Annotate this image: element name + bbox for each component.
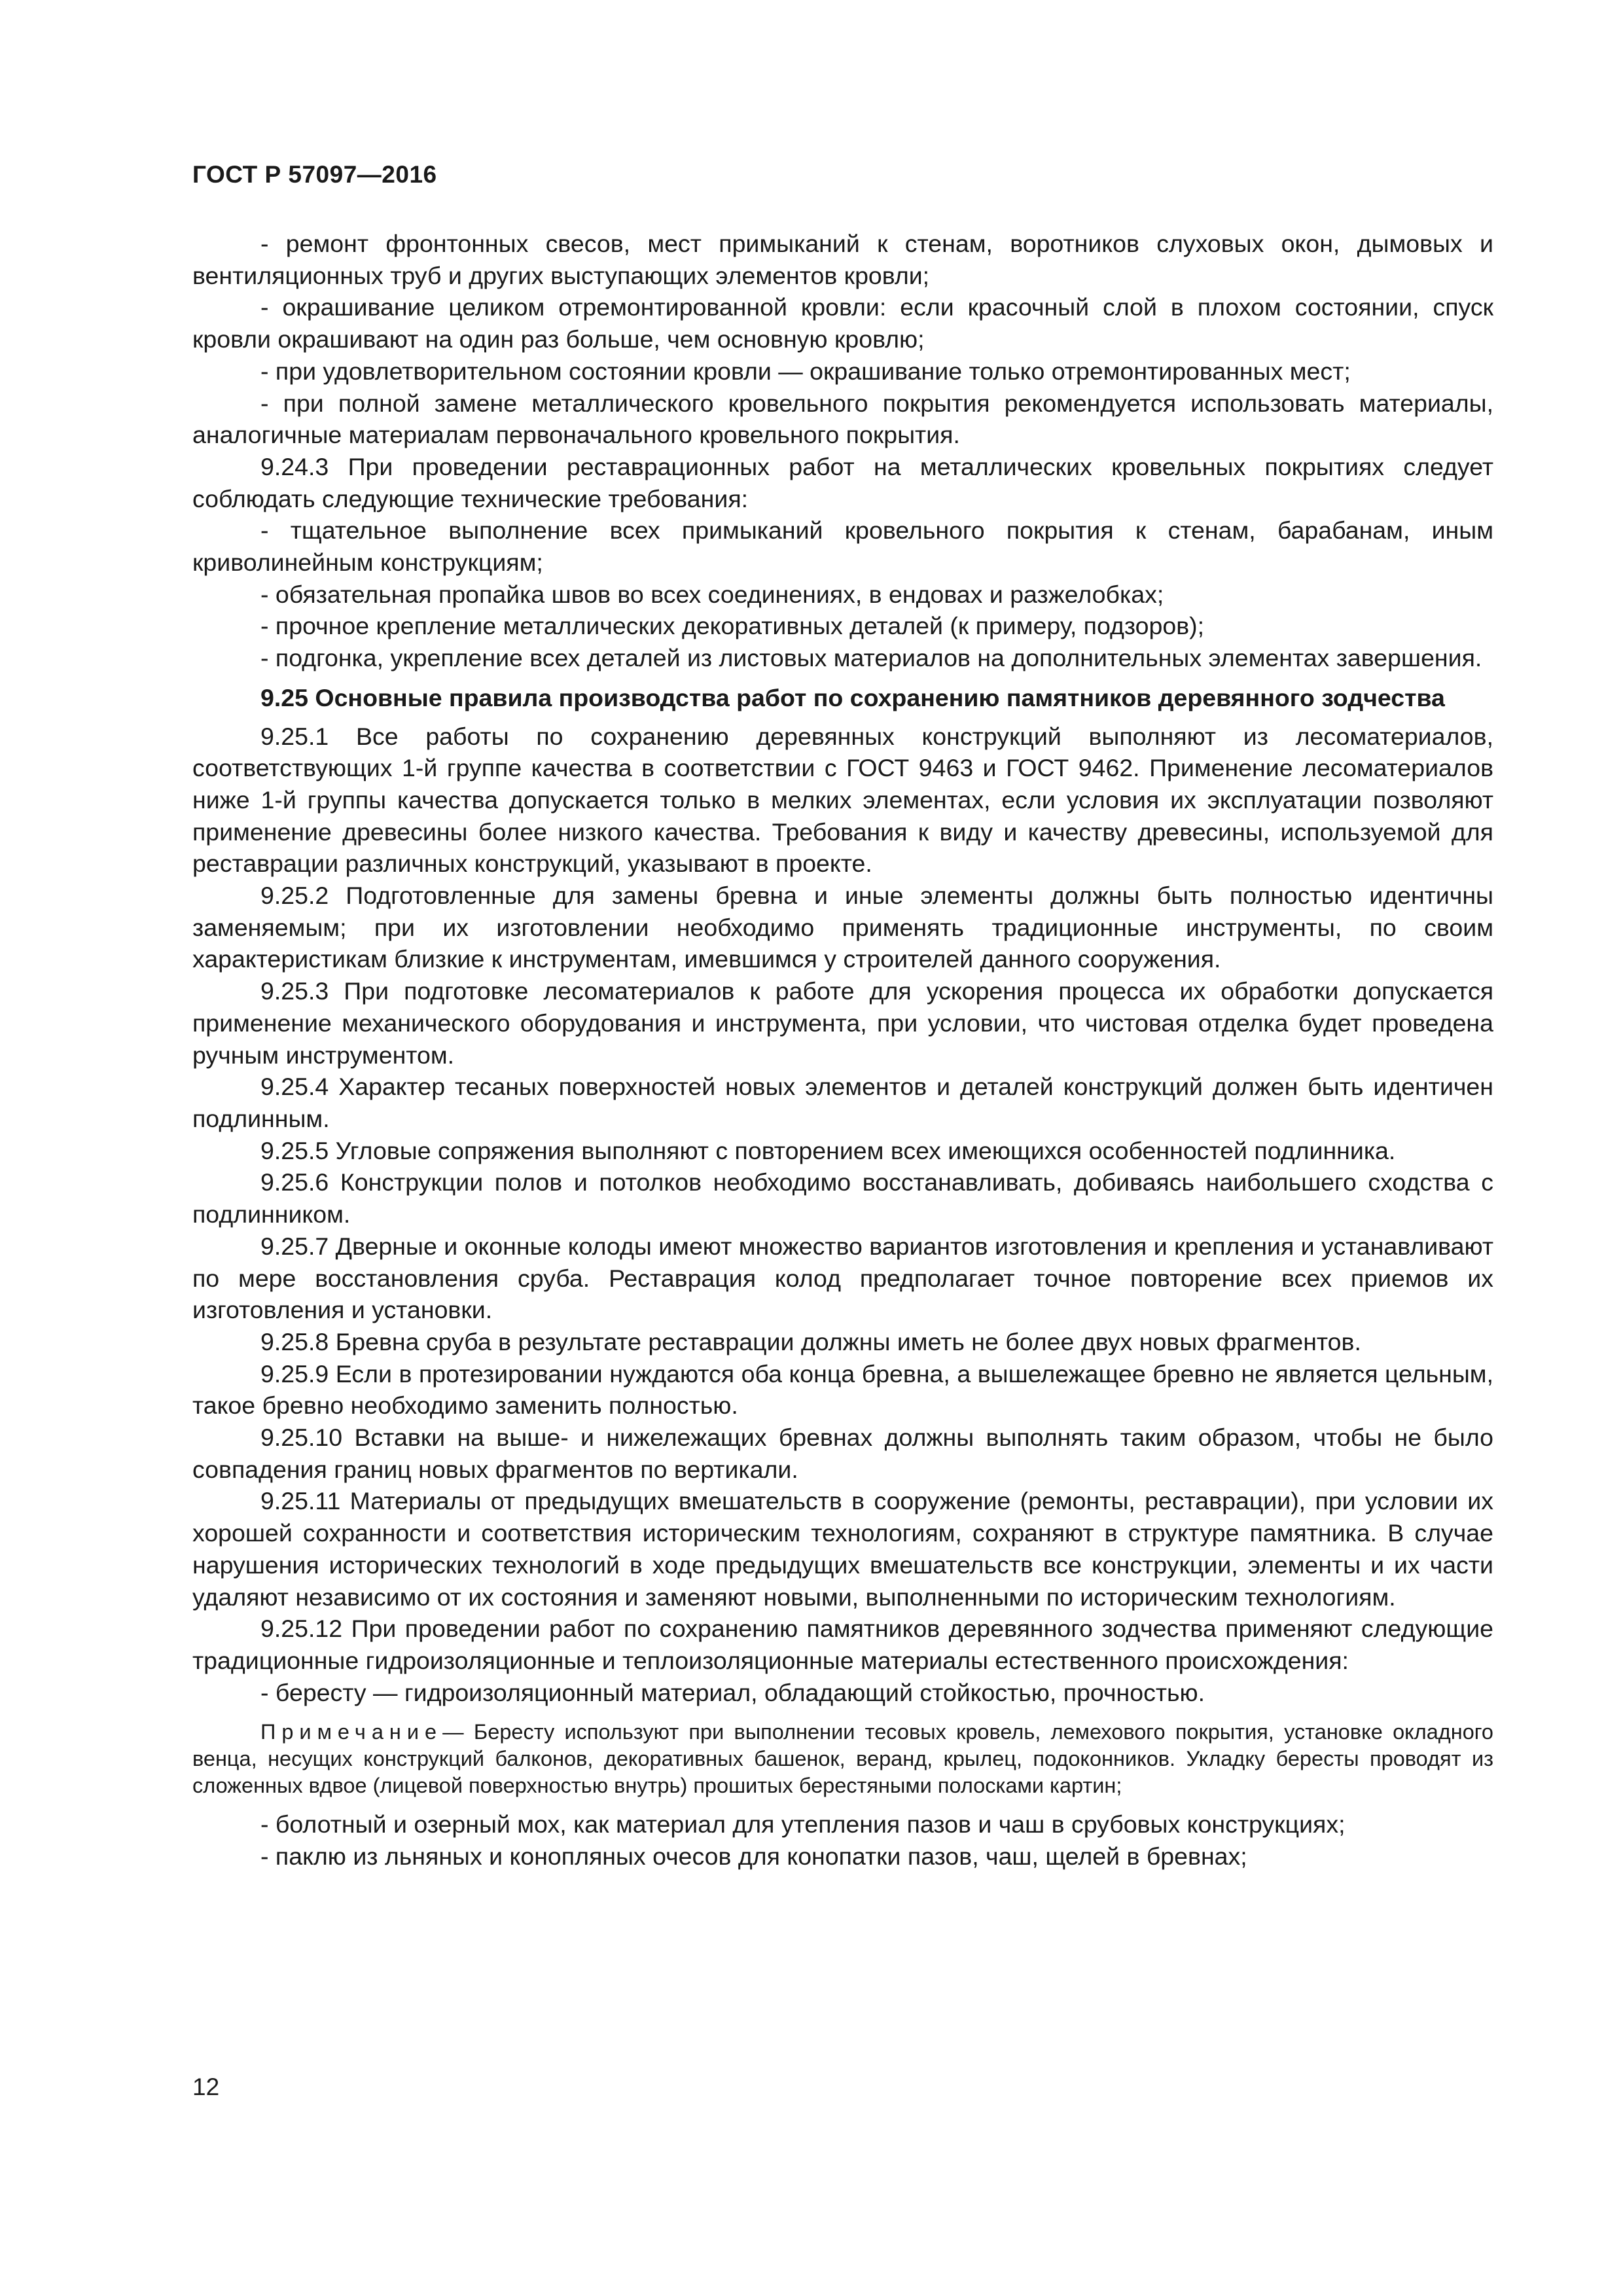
page-number: 12 — [192, 2073, 220, 2100]
list-item-satisfactory-state: - при удовлетворительном состоянии кровли — окрашивание только отремонтированных мест; — [260, 357, 1351, 385]
list-item-painting-roof: - окрашивание целиком отремонтированной кровли: если красочный слой в плохом состоянии, спуск кровли окрашивают на один раз больше, чем основную кровлю; — [192, 293, 1493, 353]
list-item-decorative-fastening: - прочное крепление металлических декоративных деталей (к примеру, подзоров); — [260, 612, 1205, 640]
clause-9-25-2: 9.25.2 Подготовленные для замены бревна и иные элементы должны быть полностью идентичны заменяемым; при их изготовлении необходимо применять традиционные инструменты, по своим характеристикам близкие к инструментам, имевшимся у строителей данного сооружения. — [192, 882, 1493, 973]
note-label: Примечание — [260, 1720, 443, 1744]
clause-9-25-7: 9.25.7 Дверные и оконные колоды имеют множество вариантов изготовления и крепления и устанавливают по мере восстановления сруба. Реставрация колод предполагает точное повторение всех приемов их изготовления и установки. — [192, 1232, 1494, 1324]
clause-9-25-12: 9.25.12 При проведении работ по сохранению памятников деревянного зодчества применяют следующие традиционные гидроизоляционные и теплоизоляционные материалы естественного происхождения: — [192, 1615, 1493, 1674]
list-item-repair-gables: - ремонт фронтонных свесов, мест примыканий к стенам, воротников слуховых окон, дымовых и вентиляционных труб и других выступающих элементов кровли; — [192, 230, 1493, 289]
clause-9-24-3: 9.24.3 При проведении реставрационных работ на металлических кровельных покрытиях следует соблюдать следующие технические требования: — [192, 452, 1493, 512]
list-item-birch-bark: - бересту — гидроизоляционный материал, обладающий стойкостью, прочностью. — [260, 1678, 1205, 1706]
clause-9-25-3: 9.25.3 При подготовке лесоматериалов к работе для ускорения процесса их обработки допускается применение механического оборудования и инструмента, при условии, что чистовая отделка будет проведена ручным инструментом. — [192, 977, 1493, 1069]
note-paragraph — [192, 1719, 1493, 1799]
clause-9-25-5: 9.25.5 Угловые сопряжения выполняют с повторением всех имеющихся особенностей подлинника. — [260, 1136, 1396, 1164]
document-code-header: ГОСТ Р 57097—2016 — [192, 161, 437, 188]
clause-9-25-11: 9.25.11 Материалы от предыдущих вмешательств в сооружение (ремонты, реставрации), при условии их хорошей сохранности и соответствия историческим технологиям, сохраняют в структуре памятника. В случае нарушения исторических технологий в ходе предыдущих вмешательств все конструкции, элементы и их части удаляют независимо от их состояния и заменяют новыми, выполненными по историческим технологиям. — [192, 1487, 1493, 1611]
list-item-fitting-details: - подгонка, укрепление всех деталей из листовых материалов на дополнительных элементах завершения. — [260, 644, 1482, 672]
clause-9-25-9: 9.25.9 Если в протезировании нуждаются оба конца бревна, а вышележащее бревно не является цельным, такое бревно необходимо заменить полностью. — [192, 1359, 1493, 1420]
clause-9-25-4: 9.25.4 Характер тесаных поверхностей новых элементов и деталей конструкций должен быть идентичен подлинным. — [192, 1073, 1493, 1132]
list-item-moss: - болотный и озерный мох, как материал для утепления пазов и чаш в срубовых конструкциях; — [260, 1810, 1346, 1839]
list-item-full-replacement: - при полной замене металлического кровельного покрытия рекомендуется использовать материалы, аналогичные материалам первоначального кровельного покрытия. — [192, 389, 1493, 449]
clause-9-25-6: 9.25.6 Конструкции полов и потолков необходимо восстанавливать, добиваясь наибольшего сходства с подлинником. — [192, 1168, 1493, 1229]
document-body — [192, 228, 1493, 1873]
clause-9-25-1: 9.25.1 Все работы по сохранению деревянных конструкций выполняют из лесоматериалов, соответствующих 1-й группе качества в соответствии с ГОСТ 9463 и ГОСТ 9462. Применение лесоматериалов ниже 1-й группы качества допускается только в мелких элементах, если условия их эксплуатации позволяют применение древесины более низкого качества. Требования к виду и качеству древесины, используемой для реставрации различных конструкций, указывают в проекте. — [192, 722, 1493, 878]
list-item-junctions: - тщательное выполнение всех примыканий кровельного покрытия к стенам, барабанам, иным криволинейным конструкциям; — [192, 516, 1493, 577]
clause-9-25-10: 9.25.10 Вставки на выше- и нижележащих бревнах должны выполнять таким образом, чтобы не было совпадения границ новых фрагментов по вертикали. — [192, 1424, 1493, 1483]
note-text: — Бересту используют при выполнении тесовых кровель, лемехового покрытия, установке окладного венца, несущих конструкций балконов, декоративных башенок, веранд, крылец, подоконников. Укладку бересты проводят из сложенных вдвое (лицевой поверхностью внутрь) прошитых берестяными полосками картин; — [192, 1720, 1493, 1798]
list-item-tow: - паклю из льняных и конопляных очесов для конопатки пазов, чаш, щелей в бревнах; — [260, 1842, 1247, 1871]
section-title-9-25: 9.25 Основные правила производства работ по сохранению памятников деревянного зодчества — [260, 683, 1445, 711]
list-item-soldering: - обязательная пропайка швов во всех соединениях, в ендовах и разжелобках; — [260, 580, 1164, 608]
clause-9-25-8: 9.25.8 Бревна сруба в результате реставрации должны иметь не более двух новых фрагментов. — [260, 1327, 1361, 1355]
